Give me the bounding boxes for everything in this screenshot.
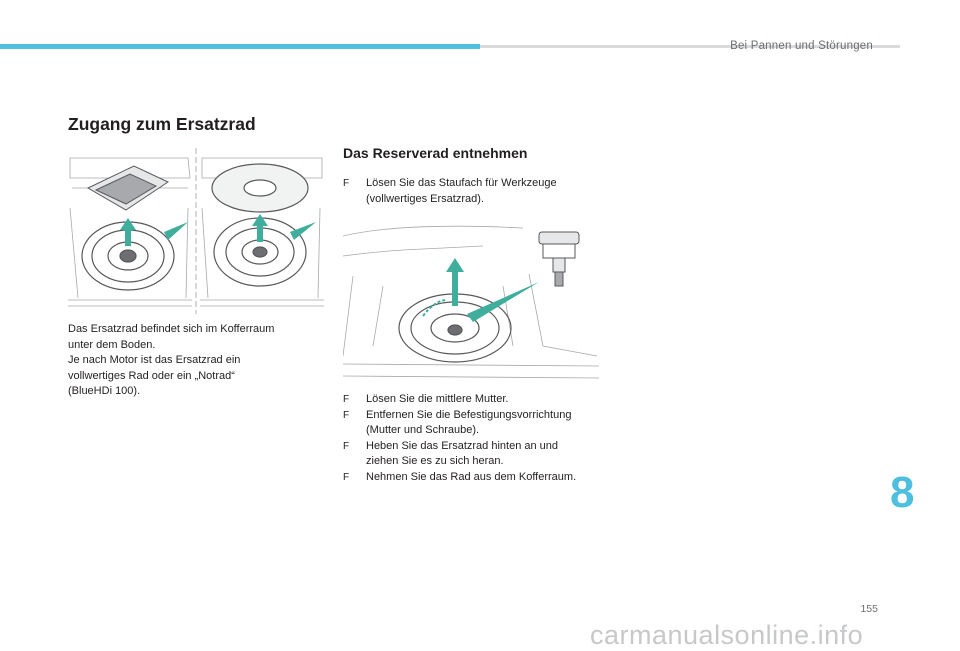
bullet-arrow-icon: F [343,394,350,405]
header-accent-bar [0,44,480,49]
spare-wheel-removal-illustration [343,216,599,388]
bullet-arrow-icon: F [343,409,350,421]
bullet-arrow-icon: F [343,471,350,483]
step-list-first [343,176,557,207]
subsection-title: Das Reserverad entnehmen [343,145,528,161]
list-item: F Entfernen Sie die Befestigungsvorrichtung (Mutter und Schraube). [343,408,572,436]
chapter-title: Bei Pannen und Störungen [730,40,873,52]
list-item: F Heben Sie das Ersatzrad hinten an und ziehen Sie es zu sich heran. [343,439,559,467]
page-number: 155 [860,603,878,615]
bullet-arrow-icon: F [343,440,350,452]
section-title: Zugang zum Ersatzrad [68,114,256,134]
list-item: F Lösen Sie die mittlere Mutter. [343,392,576,408]
chapter-number: 8 [890,468,915,517]
step-list [343,392,576,485]
watermark: carmanualsonline.info [590,620,864,650]
list-item: F Lösen Sie das Staufach für Werkzeuge (vollwertiges Ersatzrad). [343,177,557,205]
list-item: F Nehmen Sie das Rad aus dem Kofferraum. [343,470,576,486]
intro-paragraph: Das Ersatzrad befindet sich im Kofferraum unter dem Boden. Je nach Motor ist das Ersatzrad ein vollwertiges Rad oder ein „Notrad“ (BlueHDi 100). [68,323,275,397]
spare-wheel-illustration-left [68,148,324,314]
bullet-arrow-icon: F [343,178,350,189]
